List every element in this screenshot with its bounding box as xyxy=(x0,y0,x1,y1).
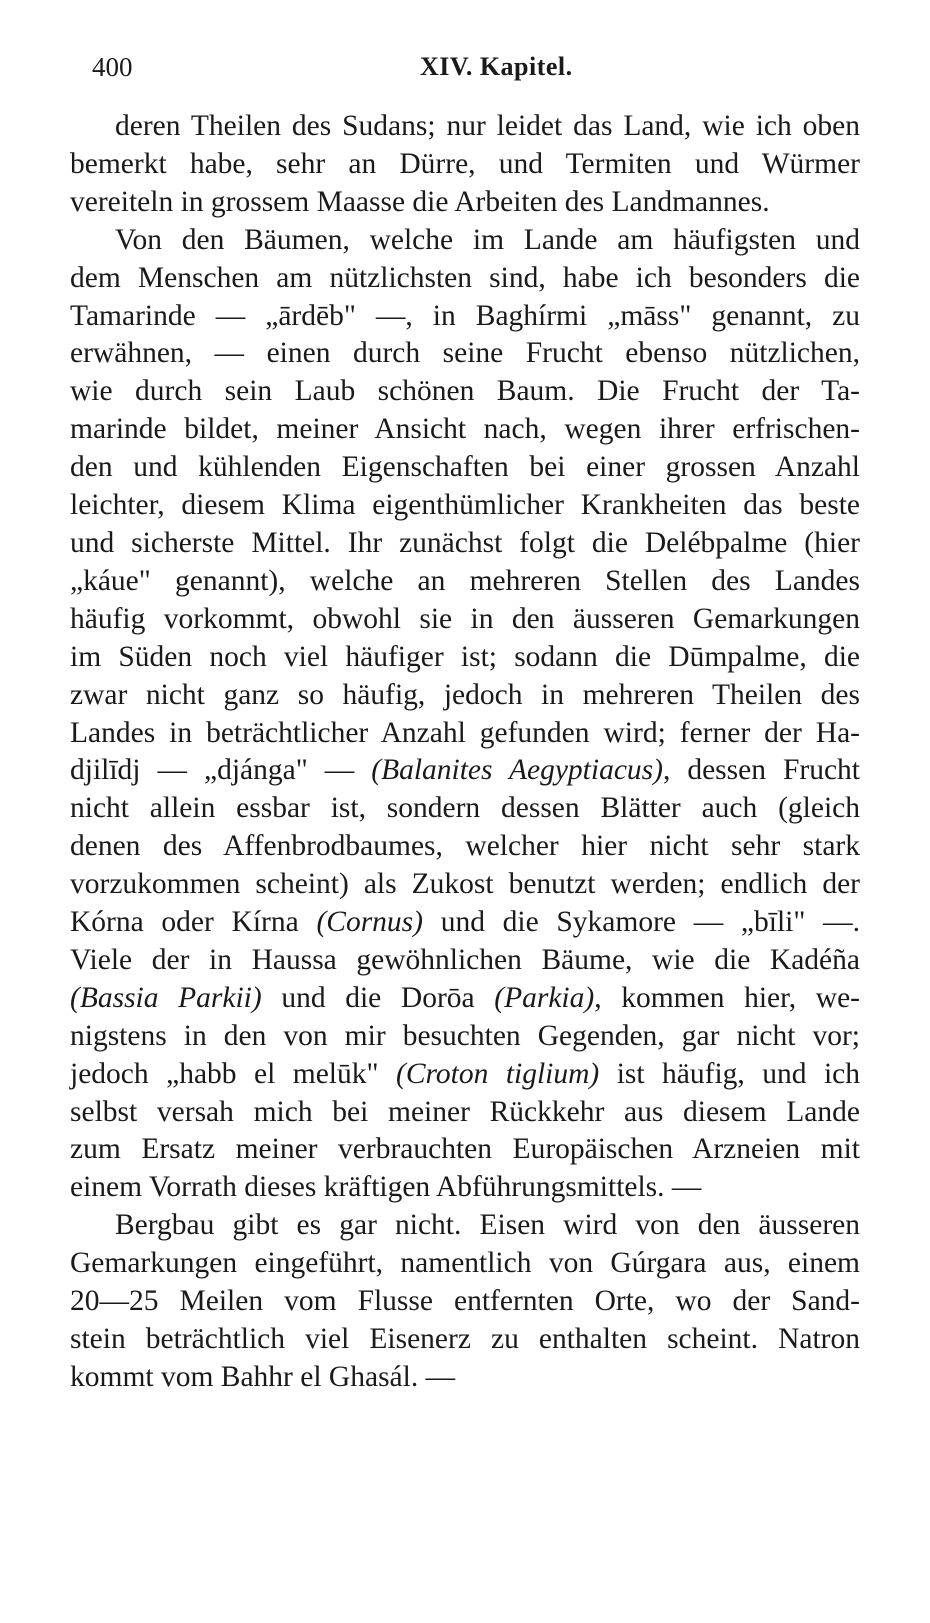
text-line xyxy=(70,715,860,753)
text-run: denen des Affenbrodbaumes, welcher hier nicht sehr stark xyxy=(70,830,860,863)
paragraph xyxy=(70,108,860,222)
text-line xyxy=(70,1056,860,1094)
text-line xyxy=(70,1018,860,1056)
text-line xyxy=(70,790,860,828)
italic-text: (Bassia Parkii) xyxy=(70,981,262,1014)
text-line xyxy=(70,1245,860,1283)
italic-text: (Balanites Aegyptiacus) xyxy=(371,754,663,787)
text-run: einem Vorrath dieses kräftigen Abführungsmittels. — xyxy=(70,1171,702,1204)
italic-text: (Parkia) xyxy=(494,981,595,1014)
text-run: leichter, diesem Klima eigenthümlicher Krankheiten das beste xyxy=(70,489,860,522)
text-line xyxy=(70,866,860,904)
text-run: Von den Bäumen, welche im Lande am häufigsten und xyxy=(115,223,860,256)
text-line xyxy=(70,108,860,146)
text-line xyxy=(70,335,860,373)
text-line xyxy=(70,1094,860,1132)
text-line xyxy=(70,298,860,336)
text-run: Tamarinde — „ārdēb" —, in Baghírmi „māss" genannt, zu xyxy=(70,299,860,332)
text-run: , dessen Frucht xyxy=(662,754,861,787)
text-line xyxy=(70,828,860,866)
text-line xyxy=(70,563,860,601)
text-line xyxy=(70,1359,860,1397)
text-run: 20—25 Meilen vom Flusse entfernten Orte, wo der Sand- xyxy=(70,1285,860,1318)
text-run: selbst versah mich bei meiner Rückkehr aus diesem Lande xyxy=(70,1095,860,1128)
text-run: kommt vom Bahhr el Ghasál. — xyxy=(70,1360,456,1393)
text-run: häufig vorkommt, obwohl sie in den äusseren Gemarkungen xyxy=(70,602,860,635)
text-line xyxy=(70,260,860,298)
paragraph xyxy=(70,222,860,1208)
text-run: Gemarkungen eingeführt, namentlich von Gúrgara aus, einem xyxy=(70,1247,860,1280)
page-number: 400 xyxy=(92,52,133,82)
text-run: den und kühlenden Eigenschaften bei einer grossen Anzahl xyxy=(70,451,860,484)
text-run: und die Dorōa xyxy=(261,981,495,1014)
text-run: und sicherste Mittel. Ihr zunächst folgt die Delébpalme (hier xyxy=(70,526,860,559)
text-line xyxy=(70,222,860,260)
text-line xyxy=(70,1169,860,1207)
text-run: stein beträchtlich viel Eisenerz zu enthalten scheint. Natron xyxy=(70,1323,860,1355)
text-run: Viele der in Haussa gewöhnlichen Bäume, wie die Kadéña xyxy=(70,943,860,976)
text-run: „káue" genannt), welche an mehreren Stellen des Landes xyxy=(70,564,860,597)
text-run: und die Sykamore — „bīli" —. xyxy=(422,906,860,939)
text-run: erwähnen, — einen durch seine Frucht ebenso nützlichen, xyxy=(70,337,860,370)
italic-text: (Croton tiglium) xyxy=(396,1057,600,1090)
text-run: Kórna oder Kírna xyxy=(70,906,317,939)
text-run: djilīdj — „djánga" — xyxy=(70,754,372,787)
text-run: zwar nicht ganz so häufig, jedoch in mehreren Theilen des xyxy=(70,678,860,711)
text-line xyxy=(70,980,860,1018)
text-run: deren Theilen des Sudans; nur leidet das Land, wie ich oben xyxy=(115,110,860,142)
text-line xyxy=(70,1321,860,1359)
text-run: Landes in beträchtlicher Anzahl gefunden wird; ferner der Ha- xyxy=(70,716,860,749)
text-line xyxy=(70,487,860,525)
text-line xyxy=(70,449,860,487)
text-run: nicht allein essbar ist, sondern dessen Blätter auch (gleich xyxy=(70,792,860,825)
text-line xyxy=(70,942,860,980)
text-run: ist häufig, und ich xyxy=(599,1057,861,1090)
text-line xyxy=(70,525,860,563)
text-line xyxy=(70,752,860,790)
text-run: bemerkt habe, sehr an Dürre, und Termiten und Würmer xyxy=(70,147,860,180)
text-run: marinde bildet, meiner Ansicht nach, wegen ihrer erfrischen- xyxy=(70,413,860,446)
text-run: jedoch „habb el melūk" xyxy=(70,1057,397,1090)
text-run: dem Menschen am nützlichsten sind, habe ich besonders die xyxy=(70,261,860,294)
text-run: im Süden noch viel häufiger ist; sodann die Dūmpalme, die xyxy=(70,640,860,673)
text-line xyxy=(70,1131,860,1169)
text-line xyxy=(70,184,860,222)
text-run: , kommen hier, we- xyxy=(594,981,861,1014)
text-run: wie durch sein Laub schönen Baum. Die Frucht der Ta- xyxy=(70,375,860,408)
text-line xyxy=(70,601,860,639)
text-line xyxy=(70,373,860,411)
text-run: nigstens in den von mir besuchten Gegenden, gar nicht vor; xyxy=(70,1019,860,1052)
running-header xyxy=(92,52,852,86)
body-text xyxy=(70,108,860,1397)
text-run: vorzukommen scheint) als Zukost benutzt werden; endlich der xyxy=(70,868,860,901)
text-line xyxy=(70,904,860,942)
text-run: vereiteln in grossem Maasse die Arbeiten des Landmannes. xyxy=(70,185,770,218)
text-line xyxy=(70,146,860,184)
text-run: Bergbau gibt es gar nicht. Eisen wird von den äusseren xyxy=(115,1209,860,1242)
italic-text: (Cornus) xyxy=(316,906,423,939)
text-line xyxy=(70,411,860,449)
text-run: zum Ersatz meiner verbrauchten Europäischen Arzneien mit xyxy=(70,1133,860,1166)
text-line xyxy=(70,639,860,677)
text-line xyxy=(70,1207,860,1245)
text-line xyxy=(70,677,860,715)
text-line xyxy=(70,1283,860,1321)
paragraph xyxy=(70,1207,860,1397)
chapter-heading: XIV. Kapitel. xyxy=(420,52,573,81)
